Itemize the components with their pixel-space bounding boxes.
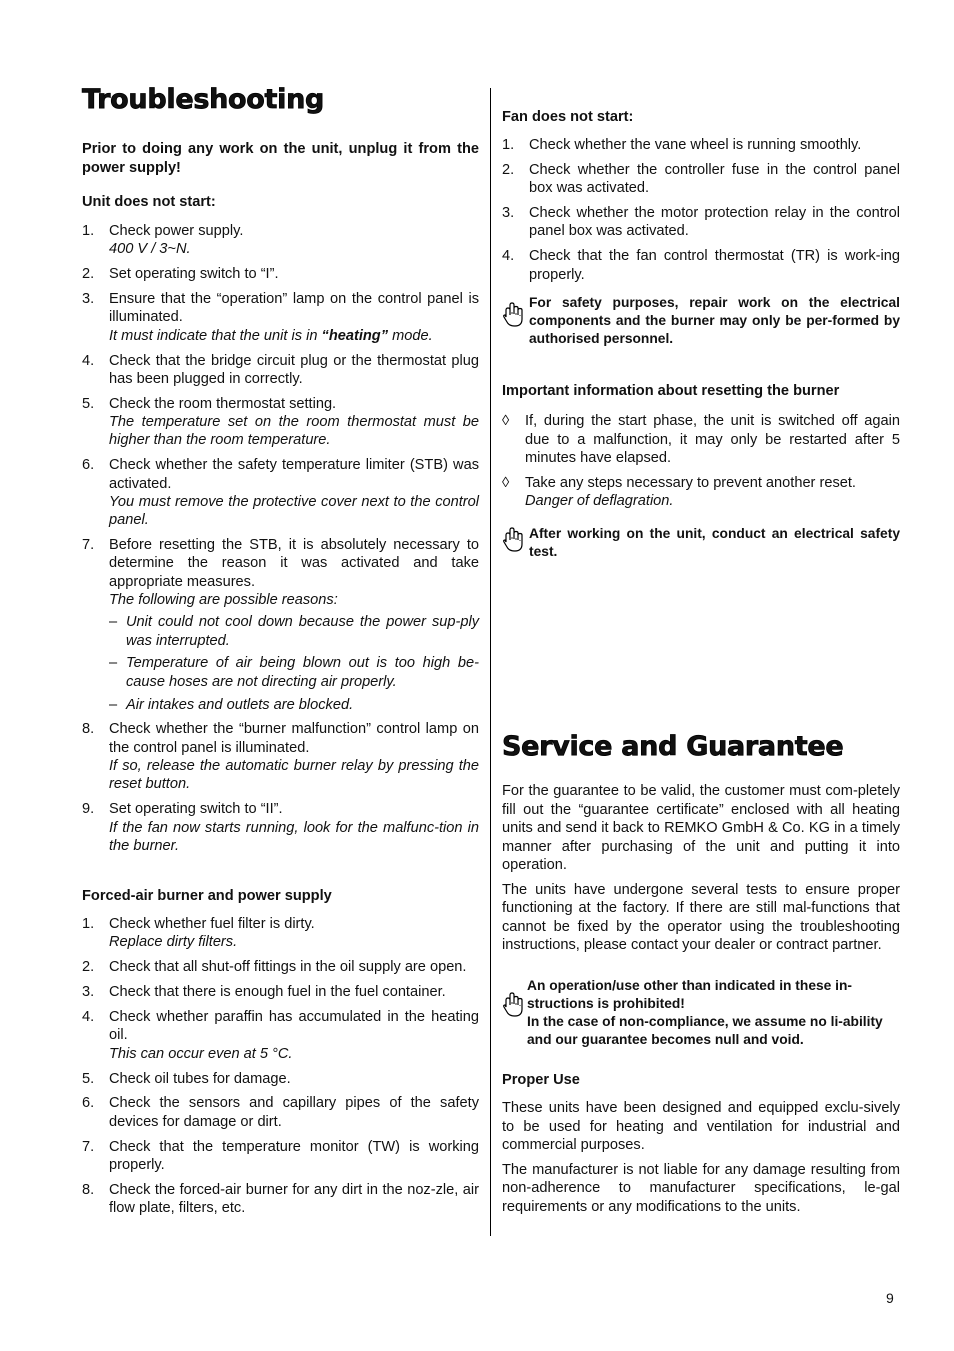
list-item: 6. Check whether the safety temperature limiter (STB) was activated. You must remove the protective cover next to the control panel. [82,457,479,529]
list-item: 9. Set operating switch to “II”. If the fan now starts running, look for the malfunc-tion in the burner. [82,801,479,854]
reason-item: – Air intakes and outlets are blocked. [109,696,354,713]
fan-list [502,136,900,284]
burner-list [82,915,479,1217]
safety-note: For safety purposes, repair work on the electrical components and the burner may only be per-formed by authorised personnel. [502,294,900,349]
list-item: 2. Set operating switch to “I”. [82,266,279,283]
list-item: 2. Check that all shut-off fittings in the oil supply are open. [82,959,467,976]
possible-reasons [109,613,479,714]
left-column [82,84,479,1224]
list-item: 3. Check that there is enough fuel in the fuel container. [82,984,446,1001]
list-item: 5. Check oil tubes for damage. [82,1070,291,1087]
list-item: 3. Ensure that the “operation” lamp on the control panel is illuminated. It must indicate that the unit is in “heating” mode. [82,291,479,344]
tests-paragraph: The units have undergone several tests to ensure proper functioning at the factory. If there are still mal-functions that cannot be fixed by the operator using the troubleshooting instructions, please contact your dealer or contract partner. [502,881,900,953]
reason-item: – Unit could not cool down because the power sup-ply was interrupted. [109,614,479,649]
reset-list [502,412,900,510]
list-item: 1. Check whether fuel filter is dirty. Replace dirty filters. [82,916,315,951]
prohibited-note: An operation/use other than indicated in these in-structions is prohibited! In the case of non-compliance, we assume no li-ability and our guarantee becomes null and void. [502,977,900,1050]
proper-use-heading: Proper Use [502,1072,580,1089]
list-item: 3. Check whether the motor protection relay in the control panel box was activated. [502,205,900,240]
unit-not-start-list [82,222,479,855]
list-item: ◊ Take any steps necessary to prevent another reset. Danger of deflagration. [502,474,856,510]
unplug-warning: Prior to doing any work on the unit, unplug it from the power supply! [82,141,479,176]
service-title: Service and Guarantee [502,731,844,762]
list-item: 1. Check power supply. 400 V / 3~N. [82,223,244,258]
list-item: 7. Before resetting the STB, it is absolutely necessary to determine the reason it was activated and take appropriate measures. The following are possible reasons: – Unit could not cool down because the power sup-ply was interrupted. – Temperature of air being blown out is too high be-cause hoses are not directing air properly. – Air intakes and outlets are blocked. [82,537,479,713]
list-item: ◊ If, during the start phase, the unit is switched off again due to a malfunction, it may only be restarted after 5 minutes have elapsed. [502,413,900,467]
reset-heading: Important information about resetting the burner [502,383,840,400]
list-item: 4. Check whether paraffin has accumulated in the heating oil. This can occur even at 5 °C. [82,1009,479,1062]
list-item: 8. Check whether the “burner malfunction” control lamp on the control panel is illuminated. If so, release the automatic burner relay by pressing the reset button. [82,721,479,793]
service-section [502,782,900,1222]
list-item: 4. Check that the fan control thermostat (TR) is work-ing properly. [502,248,900,283]
pointing-hand-icon [502,301,524,329]
list-item: 6. Check the sensors and capillary pipes of the safety devices for damage or dirt. [82,1095,479,1130]
list-item: 7. Check that the temperature monitor (TW) is working properly. [82,1138,479,1173]
troubleshooting-title: Troubleshooting [82,84,325,115]
guarantee-paragraph: For the guarantee to be valid, the customer must com-pletely fill out the “guarantee certificate” enclosed with all heating units and send it back to REMKO GmbH & Co. KG in a timely manner after purchasing of the unit and putting it into operation. [502,783,900,873]
pointing-hand-icon [502,526,524,554]
reason-item: – Temperature of air being blown out is too high be-cause hoses are not directing air properly. [109,655,479,690]
burner-heading: Forced-air burner and power supply [82,888,332,905]
unit-not-start-heading: Unit does not start: [82,194,216,210]
list-item: 1. Check whether the vane wheel is running smoothly. [502,137,862,153]
electrical-test-note: After working on the unit, conduct an electrical safety test. [502,525,900,561]
liability-paragraph: The manufacturer is not liable for any damage resulting from non-adherence to manufacturer specifications, le-gal requirements or any modifications to the units. [502,1161,900,1215]
right-column [502,108,900,1215]
pointing-hand-icon [502,991,524,1019]
fan-heading: Fan does not start: [502,109,634,125]
column-divider [490,88,491,1236]
list-item: 5. Check the room thermostat setting. The temperature set on the room thermostat must be higher than the room temperature. [82,395,479,449]
list-item: 8. Check the forced-air burner for any dirt in the noz-zle, air flow plate, filters, etc. [82,1181,479,1217]
page-number: 9 [886,1290,894,1306]
list-item: 4. Check that the bridge circuit plug or the thermostat plug has been plugged in correctly. [82,352,479,387]
proper-use-paragraph: These units have been designed and equipped exclu-sively to be used for heating and ventilation for industrial and commercial purposes. [502,1100,900,1154]
list-item: 2. Check whether the controller fuse in the control panel box was activated. [502,161,900,197]
